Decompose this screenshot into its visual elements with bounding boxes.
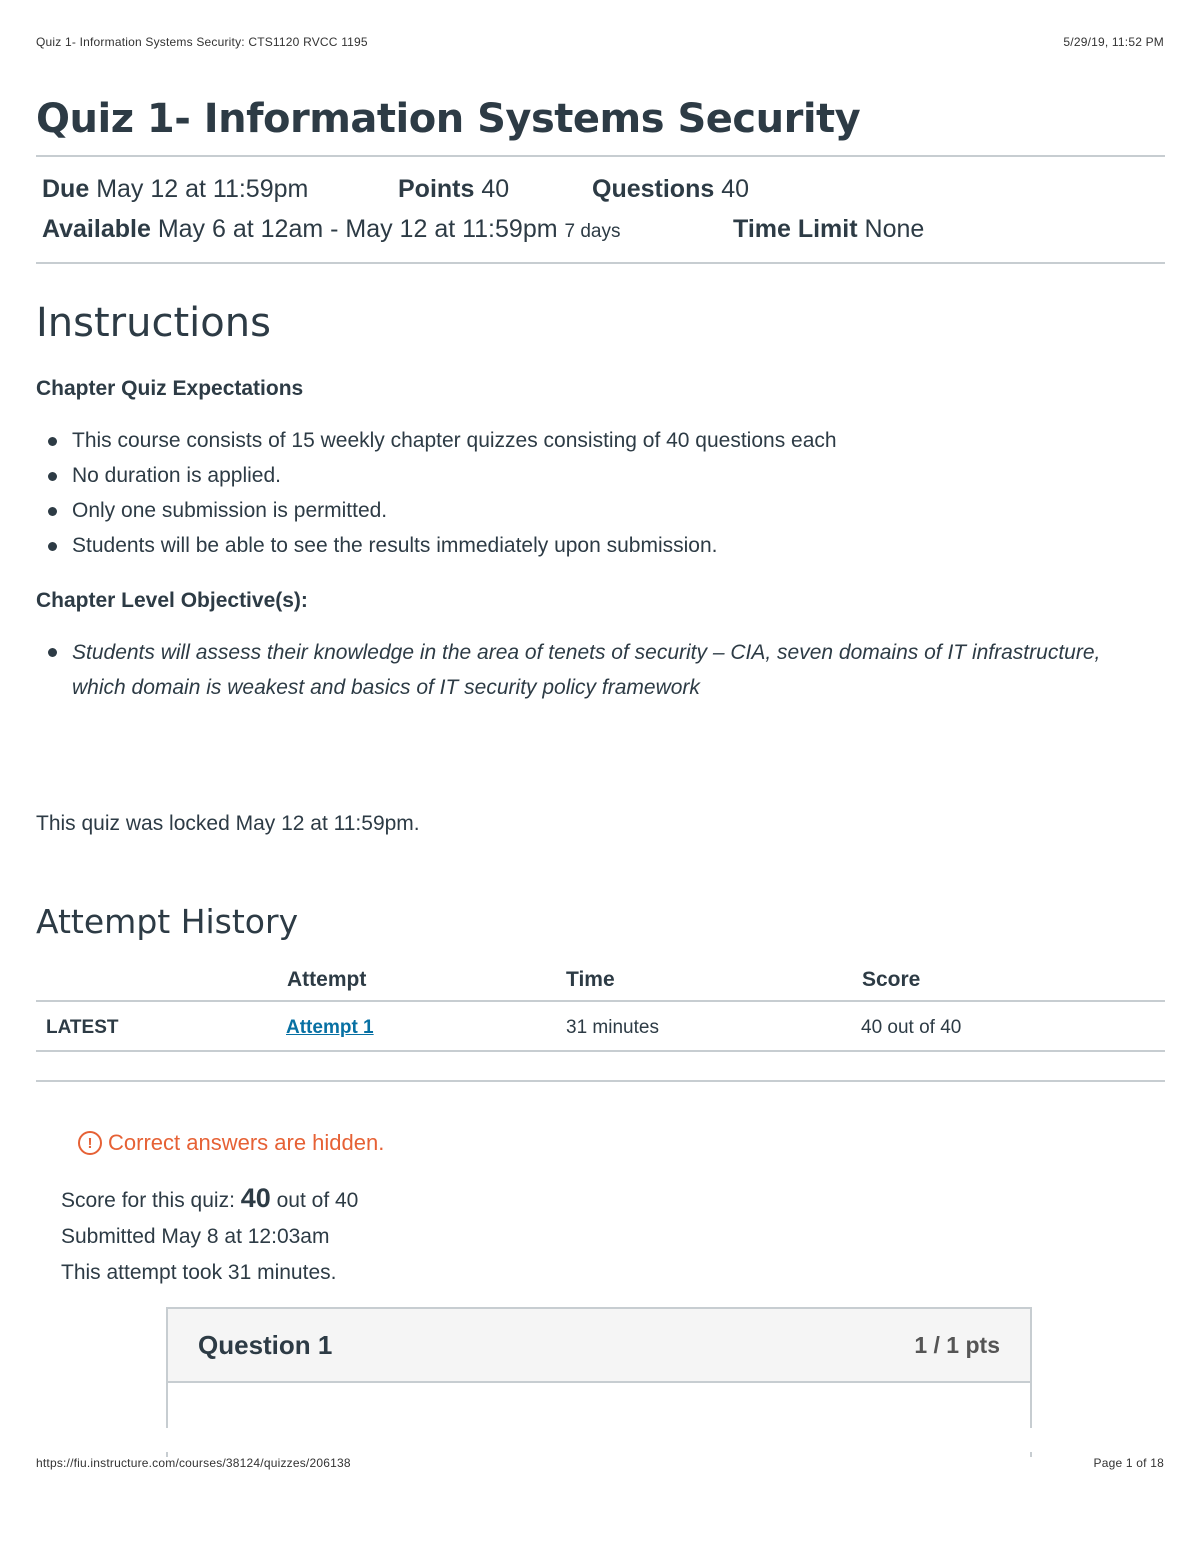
points-value: 40 <box>481 175 510 203</box>
bullet-icon <box>48 507 57 516</box>
attempt-duration: This attempt took 31 minutes. <box>61 1261 337 1284</box>
print-header-timestamp: 5/29/19, 11:52 PM <box>1063 35 1164 49</box>
column-header-score: Score <box>862 968 921 991</box>
questions-label: Questions <box>592 175 715 203</box>
list-item-text: Students will assess their knowledge in the area of tenets of security – CIA, seven domains of IT infrastructure, which domain is weakest and basics of IT security policy framework <box>72 641 1101 699</box>
list-item <box>40 635 1112 705</box>
list-item <box>40 465 837 500</box>
objectives-list <box>40 635 1112 705</box>
points-label: Points <box>398 175 475 203</box>
attempt-1-link[interactable]: Attempt 1 <box>286 1017 374 1038</box>
list-item-text: Students will be able to see the results immediately upon submission. <box>72 534 718 557</box>
due-value: May 12 at 11:59pm <box>96 175 309 203</box>
questions-detail <box>592 175 749 204</box>
available-label: Available <box>42 215 151 243</box>
exclamation-circle-icon: ! <box>78 1131 102 1155</box>
table-row-divider <box>36 1050 1165 1052</box>
question-title: Question 1 <box>198 1329 333 1360</box>
due-detail <box>42 175 308 204</box>
locked-notice: This quiz was locked May 12 at 11:59pm. <box>36 812 420 835</box>
points-detail <box>398 175 509 204</box>
time-limit-label: Time Limit <box>733 215 858 243</box>
question-points: 1 / 1 pts <box>914 1331 1000 1358</box>
page-break-mask <box>0 1428 1200 1452</box>
score-suffix: out of 40 <box>270 1189 359 1212</box>
question-header <box>168 1309 1030 1383</box>
table-header-divider <box>36 1000 1165 1002</box>
available-detail <box>42 215 620 244</box>
column-header-attempt: Attempt <box>287 968 367 991</box>
column-header-time: Time <box>566 968 615 991</box>
time-limit-value: None <box>864 215 925 243</box>
instructions-heading: Instructions <box>36 300 271 346</box>
score-value: 40 <box>240 1183 271 1213</box>
answers-hidden-warning <box>78 1130 384 1156</box>
questions-value: 40 <box>721 175 750 203</box>
expectations-heading: Chapter Quiz Expectations <box>36 377 304 400</box>
bullet-icon <box>48 542 57 551</box>
list-item-text: Only one submission is permitted. <box>72 499 388 522</box>
print-footer <box>36 1456 1164 1470</box>
table-bottom-divider <box>36 1080 1165 1082</box>
list-item-text: No duration is applied. <box>72 464 281 487</box>
print-header-title: Quiz 1- Information Systems Security: CTS1120 RVCC 1195 <box>36 35 368 49</box>
time-limit-detail <box>733 215 924 244</box>
row-score: 40 out of 40 <box>861 1017 962 1038</box>
list-item <box>40 500 837 535</box>
list-item-text: This course consists of 15 weekly chapter quizzes consisting of 40 questions each <box>72 429 837 452</box>
print-footer-page-number: Page 1 of 18 <box>1093 1456 1164 1470</box>
title-divider <box>36 155 1165 157</box>
list-item <box>40 430 837 465</box>
warning-text: Correct answers are hidden. <box>108 1130 385 1155</box>
row-time: 31 minutes <box>566 1017 659 1038</box>
details-divider <box>36 262 1165 264</box>
expectations-list <box>40 430 837 570</box>
objectives-heading: Chapter Level Objective(s): <box>36 589 308 612</box>
available-value: May 6 at 12am - May 12 at 11:59pm <box>157 215 558 243</box>
bullet-icon <box>48 472 57 481</box>
attempt-history-heading: Attempt History <box>36 902 299 941</box>
print-header <box>36 35 1164 49</box>
list-item <box>40 535 837 570</box>
page-title: Quiz 1- Information Systems Security <box>36 96 861 142</box>
quiz-score <box>61 1183 358 1214</box>
bullet-icon <box>48 437 57 446</box>
submitted-time: Submitted May 8 at 12:03am <box>61 1225 330 1248</box>
score-prefix: Score for this quiz: <box>61 1189 241 1212</box>
row-tag-latest: LATEST <box>46 1017 119 1038</box>
due-label: Due <box>42 175 90 203</box>
available-duration: 7 days <box>564 221 621 242</box>
print-footer-url: https://fiu.instructure.com/courses/38124/quizzes/206138 <box>36 1456 351 1470</box>
bullet-icon <box>48 648 57 657</box>
